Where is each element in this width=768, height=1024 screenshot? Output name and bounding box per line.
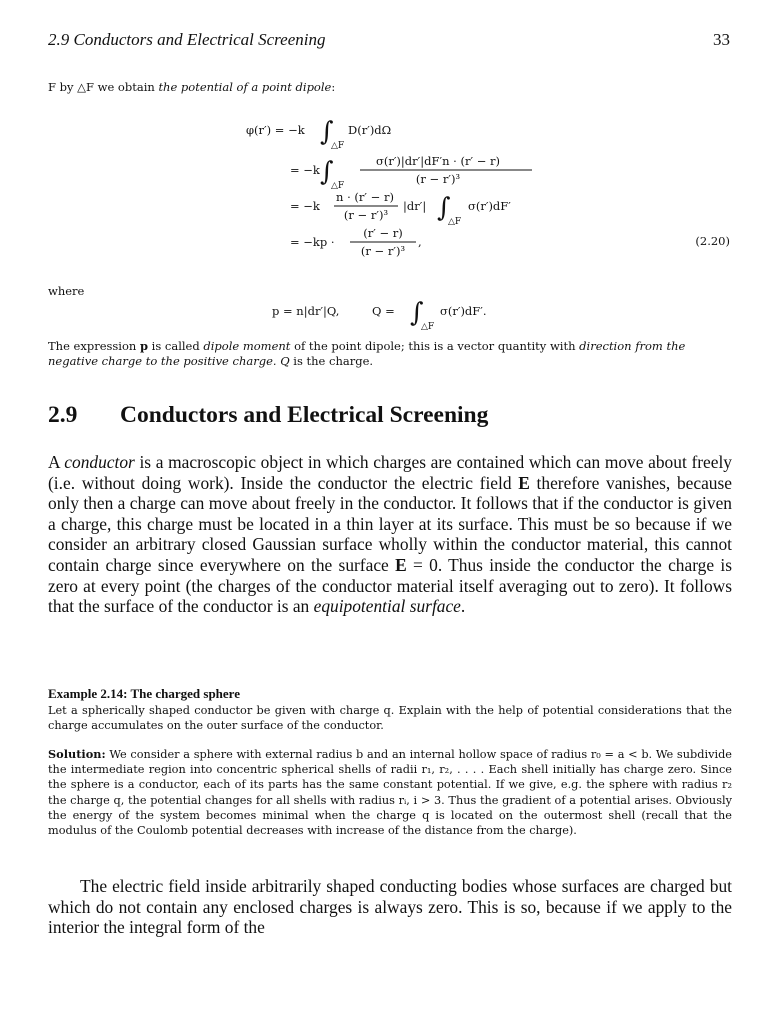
integral-sign: ∫	[320, 118, 334, 147]
intro-emphasis: the potential of a point dipole	[158, 80, 332, 94]
eq-line4-num: (r′ − r)	[363, 226, 403, 240]
term-dipole-moment: dipole moment	[203, 339, 291, 353]
example-statement: Let a spherically shaped conductor be given with charge q. Explain with the help of potential considerations that the charge accumulates on the outer surface of the conductor.	[48, 704, 732, 732]
eq-line3-rhs: σ(r′)dF′	[468, 199, 511, 213]
integral-sign: ∫	[410, 298, 424, 328]
section-number: 2.9	[48, 402, 78, 428]
integral-sign: ∫	[437, 193, 451, 223]
symbol-p: p	[139, 339, 149, 353]
eq-line1-rhs: D(r′)dΩ	[348, 123, 392, 137]
eq-line3-den: (r − r′)³	[343, 208, 389, 222]
eq-line2-num: σ(r′)|dr′|dF′n · (r′ − r)	[375, 154, 501, 168]
eq-p-lhs: p = n|dr′|Q,	[272, 304, 340, 318]
eq-q-lhs: Q =	[372, 304, 395, 318]
eq-line3-num: n · (r′ − r)	[336, 190, 394, 204]
symbol-q: Q	[280, 354, 290, 368]
page-number: 33	[713, 30, 730, 49]
symbol-E: E	[518, 472, 530, 493]
emphasis-direction: direction from the negative charge to the positive charge.	[48, 339, 686, 368]
text-run: is called	[148, 339, 204, 353]
eq-line3-sub: △F	[448, 217, 462, 227]
text-run: is the charge.	[289, 354, 374, 368]
eq-line4-den: (r − r′)³	[360, 244, 406, 258]
section-heading	[48, 402, 488, 429]
where-label: where	[48, 284, 85, 298]
intro-suffix: :	[331, 80, 336, 94]
solution-label: Solution:	[48, 747, 106, 761]
eq-line1-lhs: φ(r′) = −k	[246, 123, 305, 137]
equation-2-20	[0, 118, 768, 278]
main-paragraph	[48, 452, 732, 617]
text-run: therefore vanishes, because only then a charge can move about freely in the conductor. It follows that if the conductor is given a charge, this charge must be located in a thin layer at its surface. This must be so because if we consider an arbitrary closed Gaussian surface wholly within the conductor material, this cannot contain charge since everywhere on the surface	[48, 472, 732, 575]
term-conductor: conductor	[64, 452, 135, 472]
eq-line4-lhs: = −kp ·	[290, 235, 335, 249]
symbol-E: E	[395, 554, 407, 575]
eq-line1-sub: △F	[331, 141, 345, 151]
text-run: The expression	[48, 339, 140, 353]
equation-number: (2.20)	[695, 234, 730, 248]
eq-line3-mid: |dr′|	[403, 199, 427, 213]
section-title: Conductors and Electrical Screening	[120, 402, 489, 428]
eq-line3-lhs: = −k	[290, 199, 320, 213]
text-run: = 0. Thus inside the conductor the charge is zero at every point (the charges of the conductor material itself averaging out to zero). It follows that the surface of the conductor is an	[48, 554, 733, 617]
term-equipotential-surface: equipotential surface	[313, 596, 461, 617]
running-head	[48, 30, 730, 52]
intro-prefix: F by △F we obtain	[48, 80, 159, 94]
eq-line2-lhs: = −k	[290, 163, 320, 177]
eq-line4-end: ,	[418, 235, 422, 249]
equation-dipole-moment	[0, 290, 768, 330]
eq-line2-sub: △F	[331, 181, 345, 191]
eq-line2-den: (r − r′)³	[415, 172, 461, 186]
eq-p-sub: △F	[421, 322, 435, 330]
example-title: Example 2.14: The charged sphere	[48, 686, 240, 701]
dipole-paragraph	[48, 339, 732, 369]
intro-line	[48, 80, 335, 95]
solution-text: We consider a sphere with external radius b and an internal hollow space of radius r₀ = a < b. We subdivide the intermediate region into concentric spherical shells of radii r₁, r₂, . . . . Each shell initially has charge zero. Since the sphere is a conductor, each of its parts has the same constant potential. If we give, e.g. the sphere with radius r₂ the charge q, the potential changes for all shells with radius rᵢ, i > 3. Thus the gradient of a potential arises. Obviously the energy of the system becomes minimal when the charge q is located on the outermost shell (recall that the modulus of the Coulomb potential decreases with increase of the distance from the charge).	[48, 748, 732, 838]
tail-paragraph: The electric field inside arbitrarily shaped conducting bodies whose surfaces are charged but which do not contain any enclosed charges is always zero. This is so, because if we apply to the interior the integral form of the	[48, 876, 732, 938]
eq-p-rhs: σ(r′)dF′.	[440, 304, 487, 318]
running-title: 2.9 Conductors and Electrical Screening	[48, 30, 326, 49]
integral-sign: ∫	[320, 157, 334, 187]
example-solution	[48, 747, 732, 838]
text-run: A	[48, 452, 65, 472]
text-run: of the point dipole; this is a vector quantity with	[290, 339, 580, 353]
text-run: .	[460, 596, 466, 617]
text-run: is a macroscopic object in which charges are contained which can move about freely (i.e. without doing work). Inside the conductor the electric field	[48, 452, 732, 493]
